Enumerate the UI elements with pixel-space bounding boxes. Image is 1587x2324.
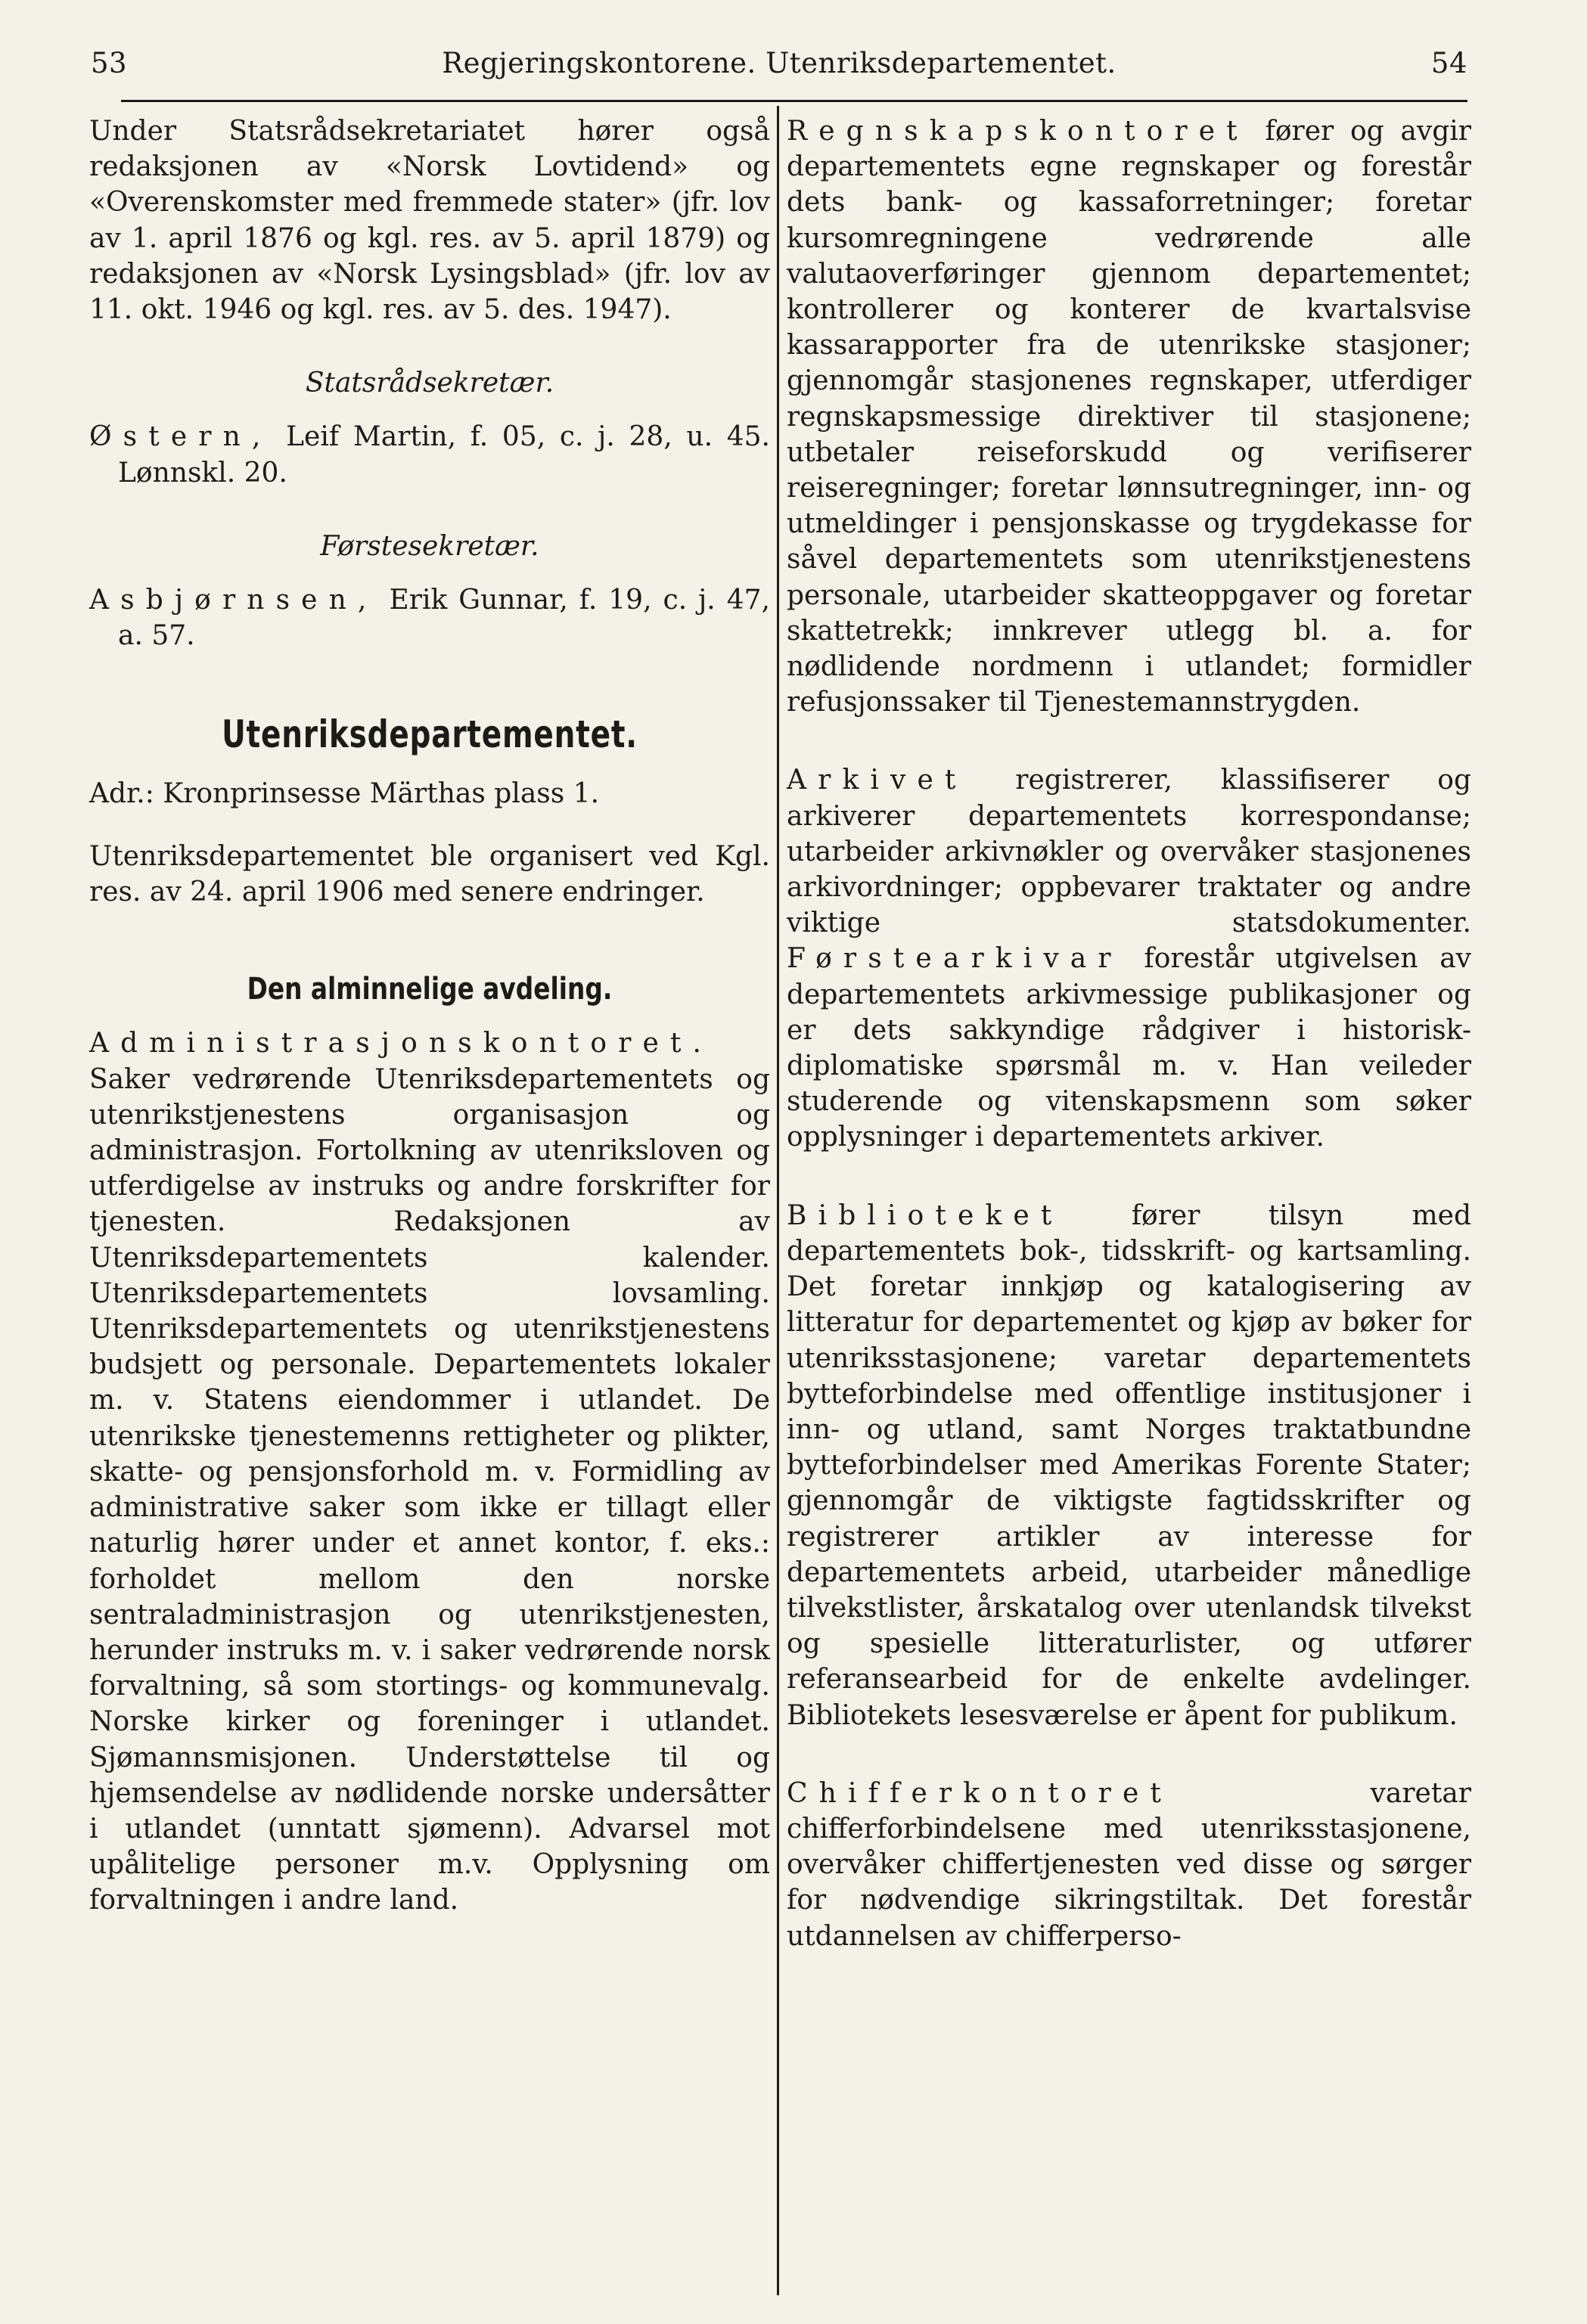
bibliotek-lead: Biblioteket	[787, 1199, 1064, 1231]
arkiv-text: registrerer, klassifiserer og arkiverer departementets korrespondanse; utarbeider arkivnøkler og overvåker stasjonenes arkivordninger; oppbevarer traktater og andre viktige statsdokumenter.	[787, 765, 1471, 939]
asbjornsen-name: Asbjørnsen,	[89, 585, 378, 616]
left-column	[89, 113, 770, 1919]
admin-paragraph	[89, 1025, 770, 1918]
statssekr-heading: Statsrådsekretær.	[305, 368, 554, 399]
department-title: Utenriksdepartementet.	[222, 712, 638, 757]
arkiv-text-2: forestår utgivelsen av departementets arkivmessige publikasjoner og er dets sakkyndige rådgiver i historisk-diplomatiske spørsmål m. v. Han veileder studerende og vitenskapsmenn som søker opplysninger i departementets arkiver.	[787, 943, 1471, 1153]
asbjornsen-details: Erik Gunnar, f. 19, c. j. 47, a. 57.	[118, 585, 770, 652]
admin-lead: Administrasjonskontoret.	[89, 1028, 713, 1060]
running-title: Regjeringskontorene. Utenriksdepartementet.	[442, 47, 1116, 79]
chiffer-paragraph	[787, 1776, 1471, 1954]
forstearkivar-label: Førstearkivar	[787, 943, 1123, 975]
ostern-details: Leif Martin, f. 05, c. j. 28, u. 45. Lønnskl. 20.	[118, 421, 770, 489]
chiffer-text: varetar chifferforbindelsene med utenriksstasjonene, overvåker chiffertjenesten ved disse og sørger for nødvendige sikringstiltak. Det forestår utdannelsen av chifferperso-	[787, 1777, 1471, 1952]
admin-text: Saker vedrørende Utenriksdepartementets og utenrikstjenestens organisasjon og administrasjon. Fortolkning av utenriksloven og utferdigelse av instruks og andre forskrifter for tjenesten. Redaksjonen av Utenriksdepartementets kalender. Utenriksdepartementets lovsamling. Utenriksdepartementets og utenrikstjenestens budsjett og personale. Departementets lokaler m. v. Statens eiendommer i utlandet. De utenrikske tjenestemenns rettigheter og plikter, skatte- og pensjonsforhold m. v. Formidling av administrative saker som ikke er tillagt eller naturlig hører under et annet kontor, f. eks.: forholdet mellom den norske sentraladministrasjon og utenrikstjenesten, herunder instruks m. v. i saker vedrørende norsk forvaltning, så som stortings- og kommunevalg. Norske kirker og foreninger i utlandet. Sjømannsmisjonen. Understøttelse til og hjemsendelse av nødlidende norske undersåtter i utlandet (unntatt sjømenn). Advarsel mot upålitelige personer m.v. Opplysning om forvaltningen i andre land.	[89, 1063, 770, 1916]
intro-paragraph: Under Statsrådsekretariatet hører også redaksjonen av «Norsk Lovtidend» og «Overenskomster med fremmede stater» (jfr. lov av 1. april 1876 og kgl. res. av 5. april 1879) og redaksjonen av «Norsk Lysingsblad» (jfr. lov av 11. okt. 1946 og kgl. res. av 5. des. 1947).	[89, 116, 770, 326]
header-rule	[121, 100, 1467, 102]
arkiv-paragraph	[787, 762, 1471, 1155]
asbjornsen-entry	[89, 582, 770, 653]
ostern-entry	[89, 419, 770, 490]
regnskap-lead: Regnskapskontoret	[787, 116, 1249, 147]
address: Adr.: Kronprinsesse Märthas plass 1.	[89, 777, 600, 809]
forstesekr-heading: Førstesekretær.	[320, 530, 539, 562]
bibliotek-paragraph	[787, 1198, 1471, 1733]
bibliotek-text: fører tilsyn med departementets bok-, tidsskrift- og kartsamling. Det foretar innkjøp og katalogisering av litteratur for departementet og kjøp av bøker for utenriksstasjonene; varetar departementets bytteforbindelse med offentlige institusjoner i inn- og utland, samt Norges traktatbundne bytteforbindelser med Amerikas Forente Stater; gjennomgår de viktigste fagtidsskrifter og registrerer artikler av interesse for departementets arbeid, utarbeider månedlige tilvekstlister, årskatalog over utenlandsk tilvekst og spesielle litteraturlister, og utfører referansearbeid for de enkelte avdelinger. Bibliotekets lesesværelse er åpent for publikum.	[787, 1199, 1471, 1731]
section-title: Den alminnelige avdeling.	[247, 972, 613, 1007]
arkiv-lead: Arkivet	[787, 765, 967, 796]
regnskap-text: fører og avgir departementets egne regnskaper og forestår dets bank- og kassaforretninger; foretar kursomregningene vedrørende alle valutaoverføringer gjennom departementet; kontrollerer og konterer de kvartalsvise kassarapporter fra de utenrikske stasjoner; gjennomgår stasjonenes regnskaper, utferdiger regnskapsmessige direktiver til stasjonene; utbetaler reiseforskudd og verifiserer reiseregninger; foretar lønnsutregninger, inn- og utmeldinger i pensjonskasse og trygdekasse for såvel departementets som utenrikstjenestens personale, utarbeider skatteoppgaver og foretar skattetrekk; innkrever utlegg bl. a. for nødlidende nordmenn i utlandet; formidler refusjonssaker til Tjenestemannstrygden.	[787, 116, 1471, 718]
page-header	[91, 47, 1467, 92]
chiffer-lead: Chifferkontoret	[787, 1777, 1173, 1809]
column-divider	[777, 106, 779, 2295]
regnskap-paragraph	[787, 113, 1471, 720]
page-number-right: 54	[1430, 47, 1467, 79]
right-column	[787, 113, 1471, 1954]
organised-paragraph: Utenriksdepartementet ble organisert ved Kgl. res. av 24. april 1906 med senere endringer.	[89, 840, 770, 908]
page-number-left: 53	[91, 47, 128, 79]
ostern-name: Østern,	[89, 421, 272, 453]
